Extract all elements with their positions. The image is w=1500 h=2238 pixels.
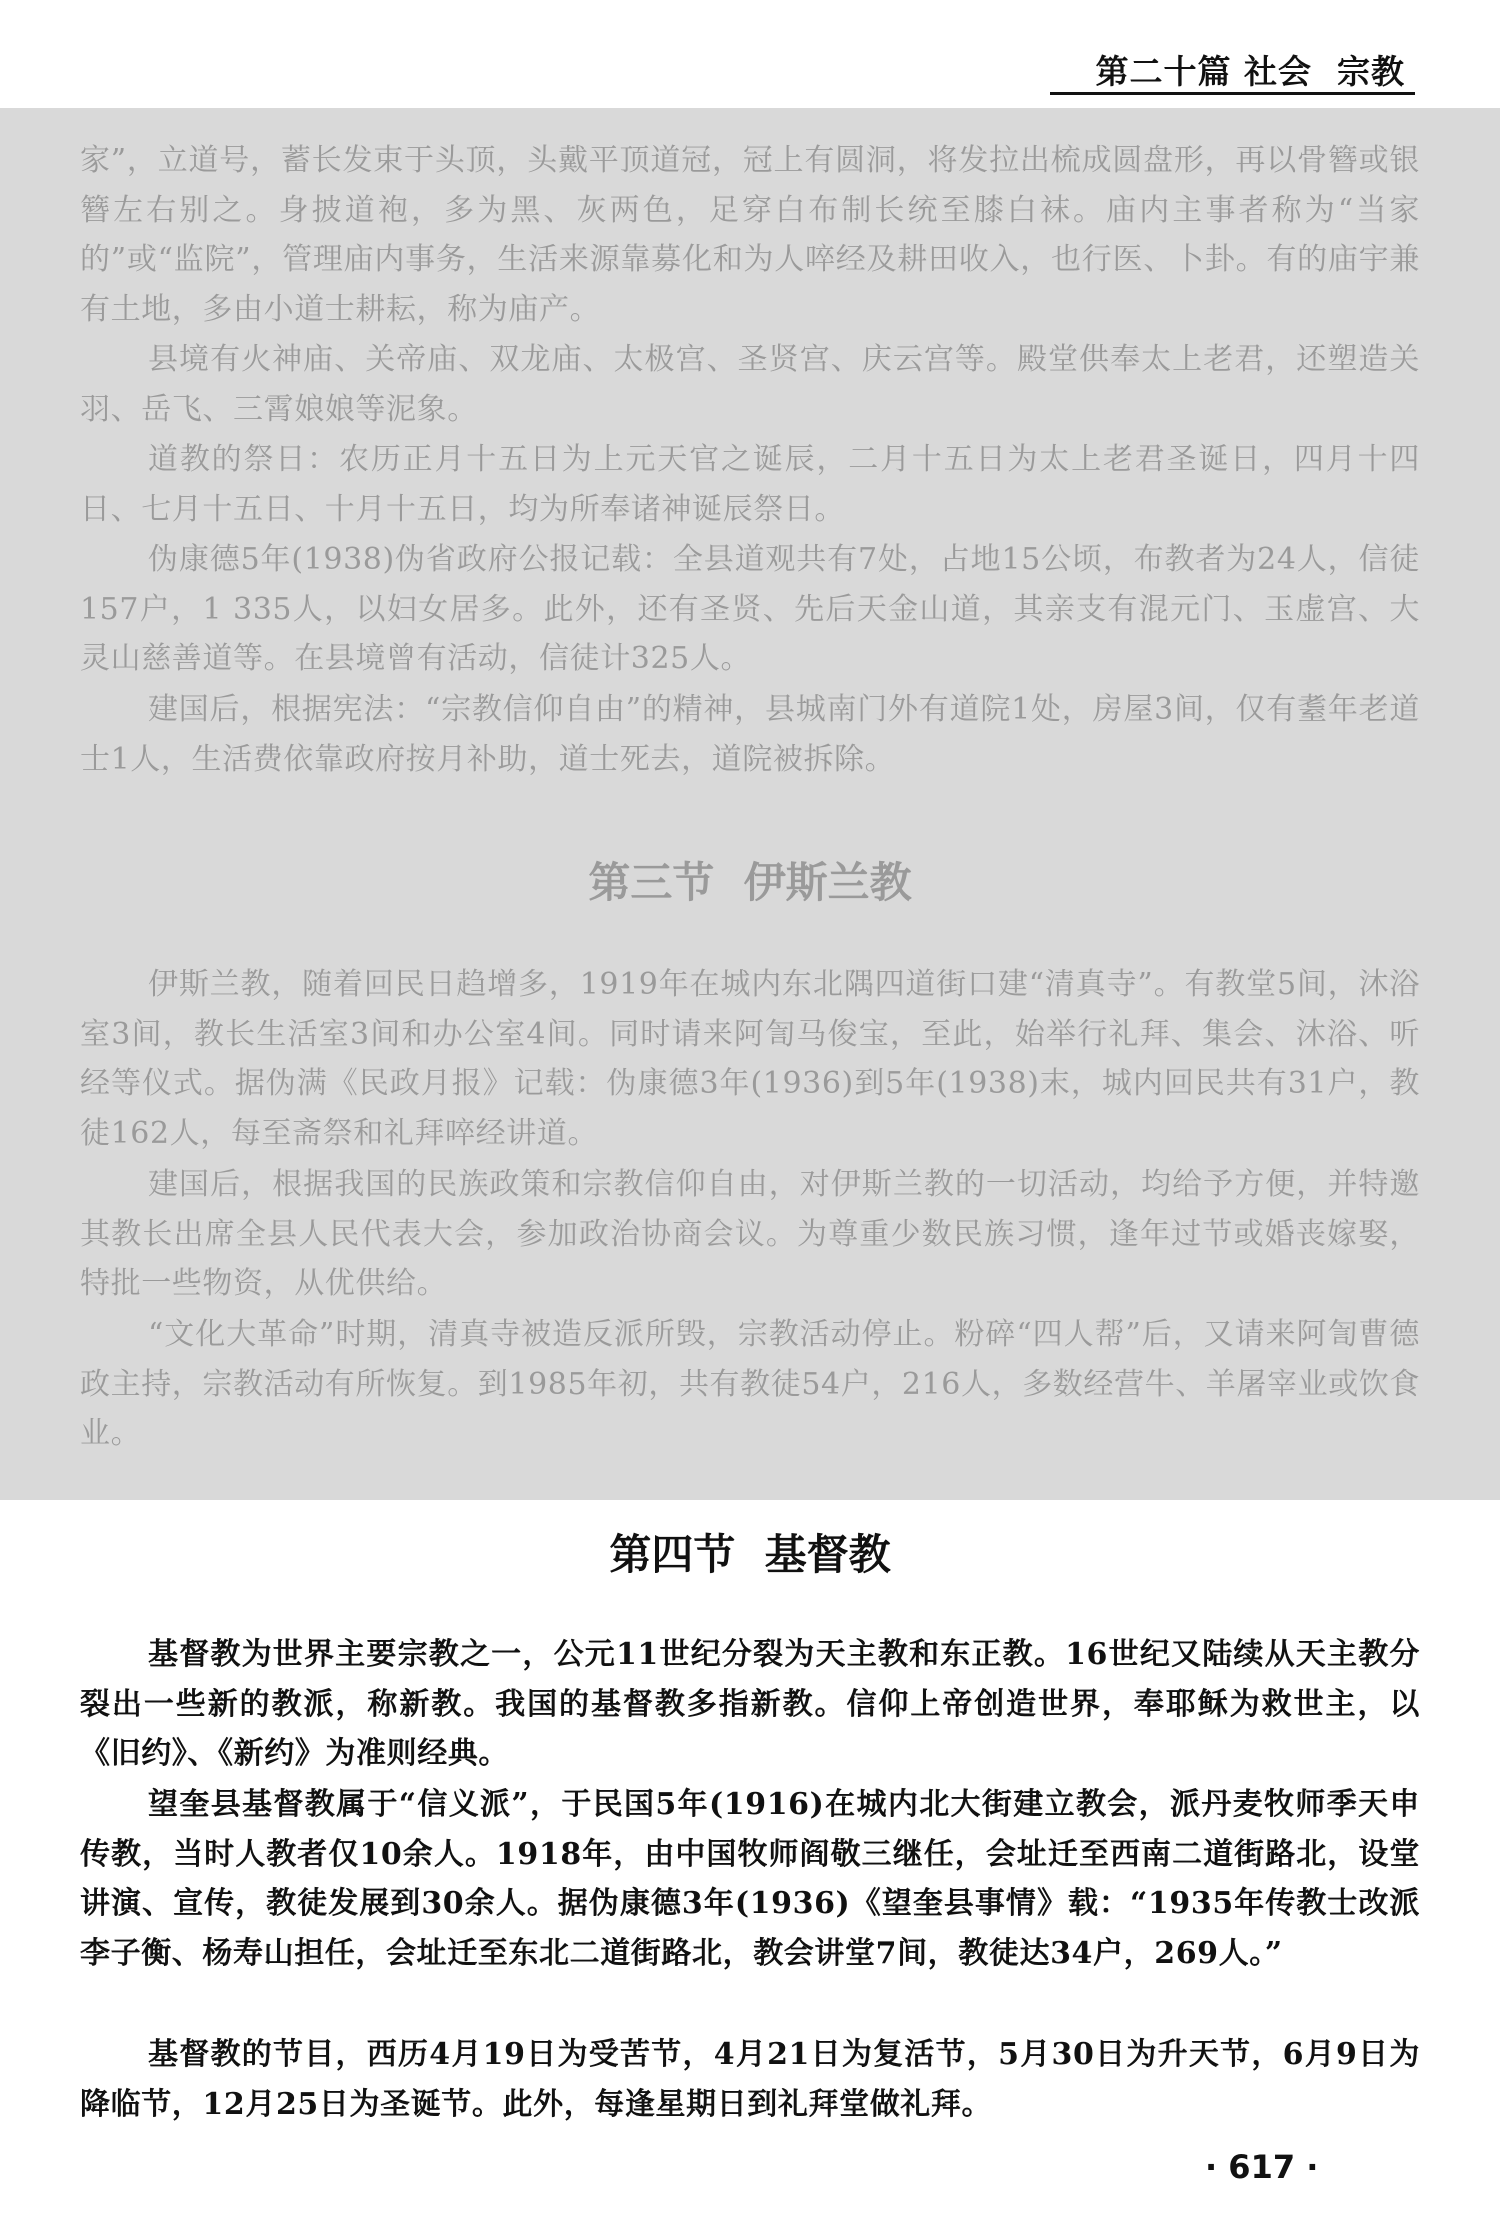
christianity-paragraph-1: 基督教为世界主要宗教之一，公元11世纪分裂为天主教和东正教。16世纪又陆续从天主教分裂出一些新的教派，称新教。我国的基督教多指新教。信仰上帝创造世界，奉耶稣为救世主，以《旧约》、《新约》为准则经典。 <box>80 1637 1420 1771</box>
taoism-paragraph-1: 家”，立道号，蓄长发束于头顶，头戴平顶道冠，冠上有圆洞，将发拉出梳成圆盘形，再以骨簪或银簪左右别之。身披道袍，多为黑、灰两色，足穿白布制长统至膝白袜。庙内主事者称为“当家的”或“监院”，管理庙内事务，生活来源靠募化和为人啐经及耕田收入，也行医、卜卦。有的庙宇兼有土地，多由小道士耕耘，称为庙产。 <box>80 143 1420 327</box>
islam-paragraph-3: “文化大革命”时期，清真寺被造反派所毁，宗教活动停止。粉碎“四人帮”后，又请来阿訇曹德政主持，宗教活动有所恢复。到1985年初，共有教徒54户，216人，多数经营牛、羊屠宰业或饮食业。 <box>80 1317 1420 1451</box>
running-header <box>1050 40 1415 100</box>
section-heading-christianity: 第四节 基督教 <box>609 1530 891 1579</box>
taoism-paragraph-3: 道教的祭日：农历正月十五日为上元天官之诞辰，二月十五日为太上老君圣诞日，四月十四日、七月十五日、十月十五日，均为所奉诸神诞辰祭日。 <box>80 442 1420 527</box>
header-rule <box>1050 92 1415 95</box>
islam-paragraph-1: 伊斯兰教，随着回民日趋增多，1919年在城内东北隅四道街口建“清真寺”。有教堂5间，沐浴室3间，教长生活室3间和办公室4间。同时请来阿訇马俊宝，至此，始举行礼拜、集会、沐浴、听经等仪式。据伪满《民政月报》记载：伪康德3年(1936)到5年(1938)末，城内回民共有31户，教徒162人，每至斋祭和礼拜啐经讲道。 <box>80 967 1420 1151</box>
page-number: · 617 · <box>1205 2148 1319 2186</box>
section-heading-islam: 第三节 伊斯兰教 <box>588 858 912 907</box>
christianity-paragraph-2: 望奎县基督教属于“信义派”，于民国5年(1916)在城内北大街建立教会，派丹麦牧师季天申传教，当时人教者仅10余人。1918年，由中国牧师阎敬三继任，会址迁至西南二道街路北，设堂讲演、宣传，教徒发展到30余人。据伪康德3年(1936)《望奎县事情》载：“1935年传教士改派李子衡、杨寿山担任，会址迁至东北二道街路北，教会讲堂7间，教徒达34户，269人。” <box>80 1787 1420 1971</box>
running-header-title: 第二十篇 社会 宗教 <box>1095 52 1405 91</box>
christianity-paragraph-3: 基督教的节目，西历4月19日为受苦节，4月21日为复活节，5月30日为升天节，6月9日为降临节，12月25日为圣诞节。此外，每逢星期日到礼拜堂做礼拜。 <box>80 2037 1420 2122</box>
taoism-paragraph-4: 伪康德5年(1938)伪省政府公报记载：全县道观共有7处，占地15公顷，布教者为24人，信徒157户，1 335人，以妇女居多。此外，还有圣贤、先后天金山道，其亲支有混元门、玉虚宫、大灵山慈善道等。在县境曾有活动，信徒计325人。 <box>80 542 1420 676</box>
shaded-section-block <box>0 108 1500 1500</box>
taoism-paragraph-5: 建国后，根据宪法：“宗教信仰自由”的精神，县城南门外有道院1处，房屋3间，仅有耋年老道士1人，生活费依靠政府按月补助，道士死去，道院被拆除。 <box>80 692 1420 777</box>
taoism-paragraph-2: 县境有火神庙、关帝庙、双龙庙、太极宫、圣贤宫、庆云宫等。殿堂供奉太上老君，还塑造关羽、岳飞、三霄娘娘等泥象。 <box>80 342 1420 427</box>
islam-paragraph-2: 建国后，根据我国的民族政策和宗教信仰自由，对伊斯兰教的一切活动，均给予方便，并特邀其教长出席全县人民代表大会，参加政治协商会议。为尊重少数民族习惯，逢年过节或婚丧嫁娶，特批一些物资，从优供给。 <box>80 1167 1420 1301</box>
